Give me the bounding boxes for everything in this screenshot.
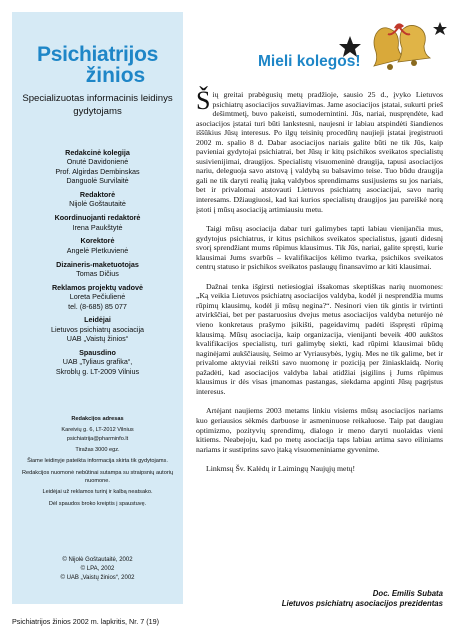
- address-block: [14, 415, 181, 511]
- staff-name: Nijolė Goštautaitė: [69, 199, 126, 209]
- note-print-defects: Dėl spaudos broko kreiptis į spaustuvę.: [48, 500, 147, 507]
- copyright-line: © LPA, 2002: [80, 566, 115, 572]
- page-footer: Psichiatrijos žinios 2002 m. lapkritis, Nr. 7 (19): [12, 617, 159, 626]
- address-street: Kareivių g. 6, LT-2012 Vilnius: [61, 427, 134, 434]
- staff-name: Tomas Dičius: [76, 269, 119, 279]
- article-body: [196, 86, 443, 484]
- logo-line1: Psichiatrijos: [37, 43, 158, 66]
- staff-role: Redaktorė: [79, 190, 116, 200]
- staff-name: UAB „Vaistų žinios“: [66, 334, 129, 344]
- article-paragraph: [196, 86, 443, 214]
- masthead-logo: [12, 44, 183, 86]
- staff-role: Koordinuojanti redaktorė: [54, 213, 141, 223]
- article-paragraph: Linkmsų Šv. Kalėdų ir Laimingų Naujųjų metų!: [206, 464, 356, 474]
- staff-role: Dizaineris-maketuotojas: [56, 259, 139, 269]
- staff-group: [14, 190, 181, 209]
- address-line: [14, 426, 181, 442]
- staff-name: Angelė Pletkuvienė: [66, 245, 129, 255]
- staff-name: Onutė Davidonienė: [66, 157, 129, 167]
- staff-name: Lietuvos psichiatrų asociacija: [50, 324, 145, 334]
- staff-role: Reklamos projektų vadovė: [51, 282, 144, 292]
- staff-name: Loreta Pečiulienė: [69, 292, 126, 302]
- staff-role: Korektorė: [80, 236, 115, 246]
- note-opinion: Redakcijos nuomonė nebūtinai sutampa su straipsnių autorių nuomone.: [21, 469, 174, 484]
- article-paragraph: Dažnai tenka išgirsti netiesiogiai išsakomas skeptiškas narių nuomones: „Ką veikia Lietuvos psichiatrų asociacijos valdyba, kodėl ji nesprendžia mums rūpimų klausimų, kodėl ji mūsų negina?“. Nesinori vien tik gintis ir tvirtinti atvirkščiai, bet per pastaruosius dvejus metus asociacijos valdyba neturėjo nė vieno konkretaus prašymo įsikišti, pageidavimų padėti išspręsti rūpimą klausimą. Mūsų asociacija, kaip organizacija, vienijanti beveik 400 aukštos kvalifikacijos specialistų, turi galimybę siekti, kad rūpimi klausimai būdų naginėjami aukščiausių, Seimo ar Vyriausybės, lygių. Mes ne tik galime, bet ir privalome aktyviai reikšti savo nuomonę ir poziciją per žiniasklaidą. Norių pažadėti, kad asociacijos valdyba labai atidžiai įsigilins į Jums rūpimus klausimus ir dės visas įmanomas pastangas, siekdama apginti Jūsų pagrįstus interesus.: [196, 281, 443, 396]
- editorial-staff: [14, 148, 181, 381]
- staff-role: Redakcinė kolegija: [65, 148, 130, 157]
- address-email: psichiatrija@pharminfo.lt: [66, 435, 129, 442]
- article-heading: Mieli kolegos!: [258, 53, 361, 70]
- staff-name: Danguolė Survilaitė: [66, 176, 129, 186]
- note-circulation: Tiražas 3000 egz.: [75, 446, 120, 453]
- staff-name: Prof. Algirdas Dembinskas: [55, 166, 140, 176]
- staff-name: Irena Paukštytė: [72, 222, 123, 232]
- copyright-block: [14, 556, 181, 583]
- copyright-line: © Nijolė Goštautaitė, 2002: [62, 557, 133, 563]
- staff-name: Skroblų g. LT-2009 Vilnius: [55, 366, 140, 376]
- signature-name: Doc. Emilis Subata: [372, 589, 443, 598]
- staff-group: [14, 213, 181, 232]
- staff-group: [14, 260, 181, 279]
- staff-group: [14, 348, 181, 376]
- article-paragraph: Taigi mūsų asociacija dabar turi galimybes tapti labiau vienijančia mus, gydytojus psichiatrus, ir kitus psichikos sveikatos specialistus, įgauti didesnį svorį sprendžiant mums rūpimus klausimus. Tik Jūs, nariai, galite spręsti, kurie klausimai Jums svarbūs – kvalifikacijos kėlimo tvarka, psichikos sveikatos centrų statuso ir psichikos sveikatos paslaugų finansavimo ar kiti klausimai.: [196, 224, 443, 272]
- staff-group: [14, 315, 181, 343]
- staff-role: Leidėjai: [84, 315, 111, 325]
- paragraph-text: ių greitai prabėgusių metų pradžioje, sausio 25 d., įvyko Lietuvos psichiatrų asociacijos suvažiavimas. Jame asociacijos įstatai, sukurti prieš dešimtmetį, buvo pakeisti, sumodernintini. Jūs, nariai, nuspręndėte, kad asociacijos įstatai turi būti lankstesni, naujesni ir labiau atspindėti šiandienos iššūkius Jūsų interesus. Po ilgų teisinių procedūrų naujieji įstatai įregistruoti 2002 m. spalio 8 d. Dabar asociacijos nariais galite būti ne tik Jūs, kaip pavieniai gydytojai psichiatrai, bet Jūsų ir kitų psichikos sveikatos specialistų susivienijimai, draugijos. Specialistų visuomeninė draugija, tapusi asociacijos nariu, deleguoja savo atstovą į valdybą su balsavimo teise. Tuo būdu draugija gali ne tik daryti realią įtaką valdybos sprendimams susijusiems su jos nariais, bet ir privalomai atstovauti Lietuvos psichiatrų asociacijai, savo narių interesams. Džiaugiuosi, kad kai kurios specialistų draugijos jau pareiškė norą įstoti į mūsų asociaciją artimiausiu metu.: [196, 90, 443, 214]
- drop-cap: Š: [196, 86, 211, 115]
- staff-group: [14, 283, 181, 311]
- logo-line2: žinios: [85, 64, 146, 87]
- signature-block: [196, 589, 443, 609]
- copyright-line: © UAB „Vaistų žinios“, 2002: [60, 575, 135, 581]
- staff-name: UAB „Tyliaus grafika“,: [62, 357, 133, 367]
- staff-group: [14, 236, 181, 255]
- staff-name: tel. (8-685) 85 077: [68, 301, 127, 311]
- staff-group: [14, 148, 181, 186]
- signature-title: Lietuvos psichiatrų asociacijos prezidentas: [281, 599, 443, 608]
- note-audience: Šiame leidinyje pateikta informacija skirta tik gydytojams.: [27, 458, 168, 465]
- article-paragraph: Artėjant naujiems 2003 metams linkiu visiems mūsų asociacijos nariams kuo geriausios sėkmės darbuose ir asmeninuose reikaluose. Taip pat daugiau optimizmo, pozityvių sprendimų, dialogo ir meno daryti nuolaidas vieni kitiems. Neabejoju, kad po metų asociacija taps labiau artima savo eiliniams nariams ir sustiprins savo įtaką visuomeniniame gyvenime.: [196, 406, 443, 454]
- address-title: Redakcijos adresas: [71, 416, 124, 422]
- note-advertising: Leidėjai už reklamos turinį ir kalbą neatsako.: [42, 489, 153, 496]
- publication-subtitle: Specializuotas informacinis leidinys gydytojams: [22, 93, 173, 117]
- staff-role: Spausdino: [79, 348, 116, 358]
